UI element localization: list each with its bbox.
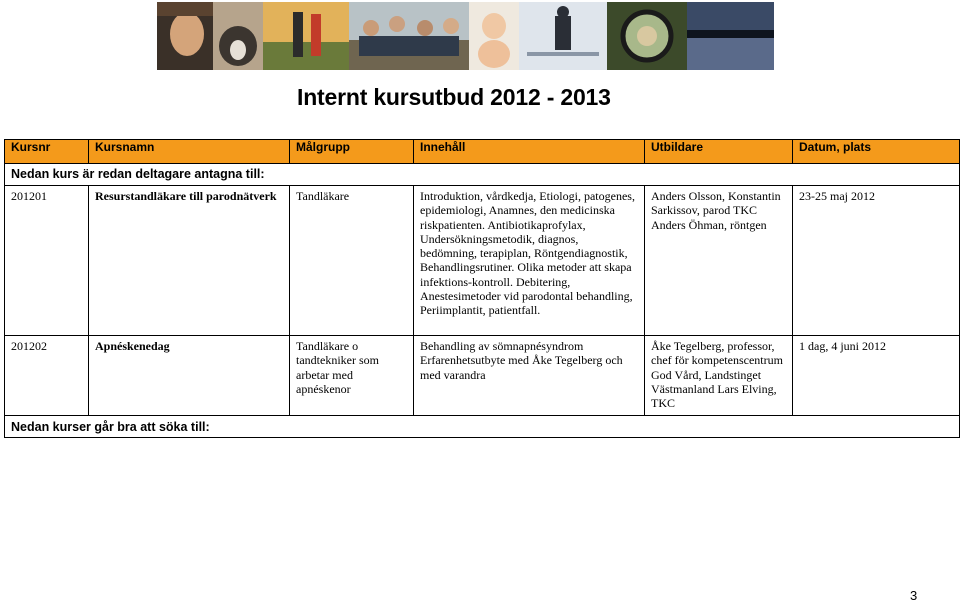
baby-photo	[469, 2, 519, 70]
section-row-admitted	[5, 164, 960, 186]
sports-photo	[263, 2, 349, 70]
woman-photo	[157, 2, 213, 70]
course-name: Resurstandläkare till parodnätverk	[89, 186, 290, 336]
section-label: Nedan kurser går bra att söka till:	[5, 416, 960, 438]
course-date: 23-25 maj 2012	[793, 186, 960, 336]
section-label: Nedan kurs är redan deltagare antagna till:	[5, 164, 960, 186]
course-name: Apnéskenedag	[89, 336, 290, 416]
skating-photo	[519, 2, 607, 70]
course-content: Behandling av sömnapnésyndrom Erfarenhetsutbyte med Åke Tegelberg och med varandra	[414, 336, 645, 416]
column-header-kursnamn: Kursnamn	[89, 140, 290, 164]
crowd-photo	[349, 2, 469, 70]
page-number: 3	[910, 588, 918, 603]
column-header-utbildare: Utbildare	[645, 140, 793, 164]
table-row	[5, 336, 960, 416]
column-header-kursnr: Kursnr	[5, 140, 89, 164]
column-header-innehall: Innehåll	[414, 140, 645, 164]
course-audience: Tandläkare o tandtekniker som arbetar med apnéskenor	[290, 336, 414, 416]
course-code: 201201	[5, 186, 89, 336]
course-trainers: Anders Olsson, Konstantin Sarkissov, parod TKC Anders Öhman, röntgen	[645, 186, 793, 336]
page-title: Internt kursutbud 2012 - 2013	[297, 84, 611, 110]
course-audience: Tandläkare	[290, 186, 414, 336]
course-code: 201202	[5, 336, 89, 416]
course-content: Introduktion, vårdkedja, Etiologi, patogenes, epidemiologi, Anamnes, den medicinska riskpatienten. Antibiotikaprofylax, Undersökningsmetodik, diagnos, bedömning, terapiplan, Röntgendiagnostik, Behandlingsrutiner. Olika metoder att skapa infektions-kontroll. Debitering, Anestesimetoder vid parodontal behandling, Periimplantit, patientfall.	[414, 186, 645, 336]
table-row	[5, 186, 960, 336]
course-table	[4, 139, 960, 438]
course-date: 1 dag, 4 juni 2012	[793, 336, 960, 416]
dog-photo	[213, 2, 263, 70]
photo-banner	[157, 2, 774, 70]
column-header-datum-plats: Datum, plats	[793, 140, 960, 164]
column-header-malgrupp: Målgrupp	[290, 140, 414, 164]
table-header-row	[5, 140, 960, 164]
lake-photo	[687, 2, 774, 70]
magnifier-photo	[607, 2, 687, 70]
course-trainers: Åke Tegelberg, professor, chef för kompetenscentrum God Vård, Landstinget Västmanland Lars Elving, TKC	[645, 336, 793, 416]
section-row-apply	[5, 416, 960, 438]
